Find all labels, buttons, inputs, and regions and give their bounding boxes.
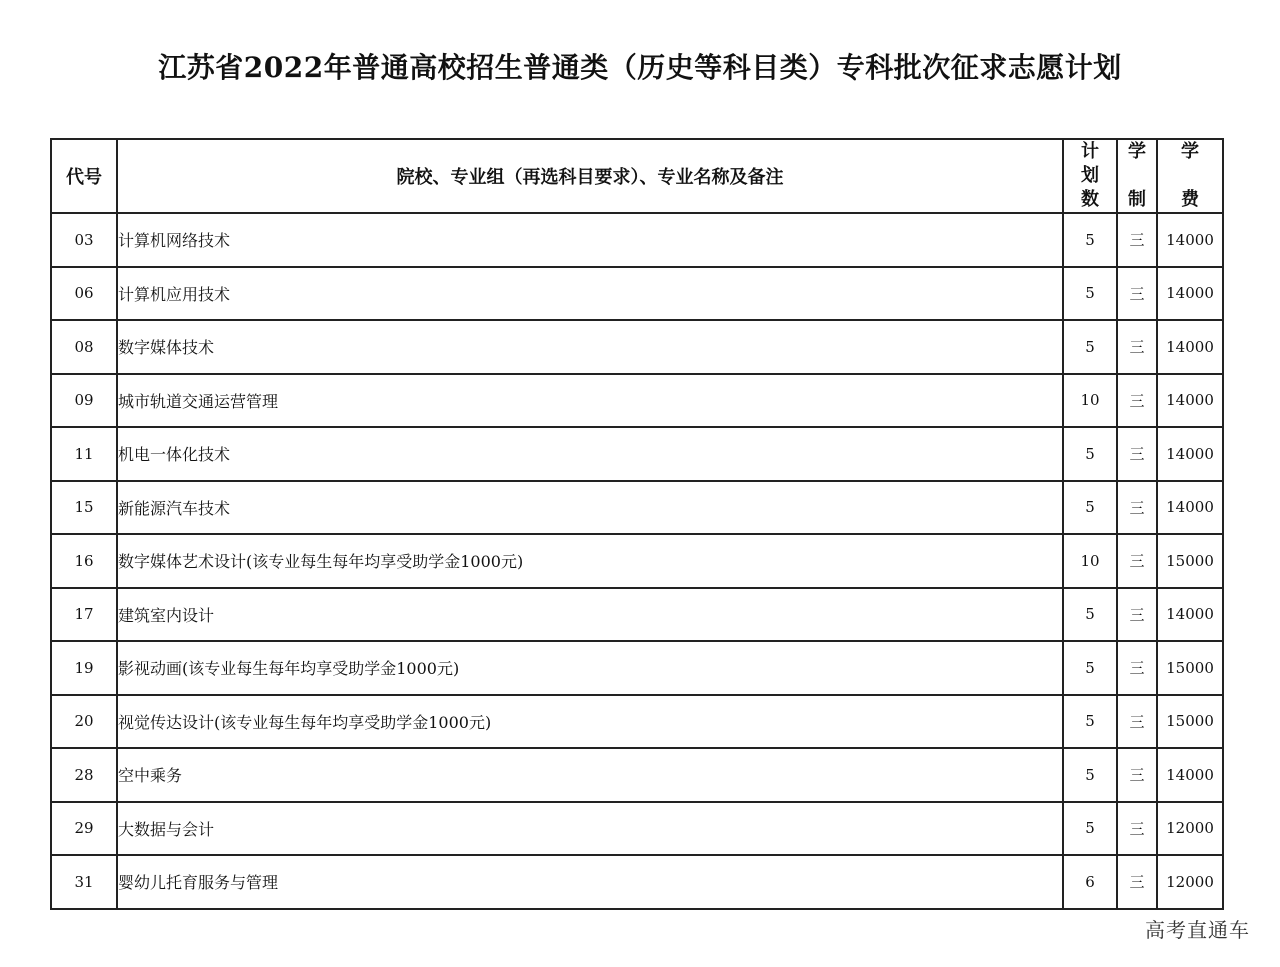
row-fee: 14000 xyxy=(1157,427,1223,481)
row-fee: 14000 xyxy=(1157,267,1223,321)
row-code: 31 xyxy=(51,855,117,909)
row-name: 新能源汽车技术 xyxy=(117,481,1063,535)
row-name: 计算机应用技术 xyxy=(117,267,1063,321)
row-code: 28 xyxy=(51,748,117,802)
row-code: 06 xyxy=(51,267,117,321)
row-years: 三 xyxy=(1117,855,1157,909)
header-years-char-1: 学 xyxy=(1128,141,1146,162)
table-row xyxy=(51,588,1223,642)
row-plan: 6 xyxy=(1063,855,1117,909)
header-fee-char-1: 学 xyxy=(1181,141,1199,162)
row-code: 09 xyxy=(51,374,117,428)
row-code: 11 xyxy=(51,427,117,481)
row-fee: 15000 xyxy=(1157,695,1223,749)
row-name: 数字媒体艺术设计(该专业每生每年均享受助学金1000元) xyxy=(117,534,1063,588)
row-plan: 5 xyxy=(1063,802,1117,856)
table-row xyxy=(51,267,1223,321)
row-code: 08 xyxy=(51,320,117,374)
row-name: 影视动画(该专业每生每年均享受助学金1000元) xyxy=(117,641,1063,695)
row-name: 计算机网络技术 xyxy=(117,213,1063,267)
row-years: 三 xyxy=(1117,213,1157,267)
row-years: 三 xyxy=(1117,374,1157,428)
row-fee: 14000 xyxy=(1157,374,1223,428)
row-code: 17 xyxy=(51,588,117,642)
row-plan: 5 xyxy=(1063,320,1117,374)
row-code: 29 xyxy=(51,802,117,856)
row-fee: 12000 xyxy=(1157,802,1223,856)
header-plan-char-1: 计 xyxy=(1081,141,1099,162)
row-fee: 14000 xyxy=(1157,748,1223,802)
row-name: 数字媒体技术 xyxy=(117,320,1063,374)
row-plan: 5 xyxy=(1063,588,1117,642)
table-row xyxy=(51,320,1223,374)
row-plan: 5 xyxy=(1063,695,1117,749)
table-row xyxy=(51,695,1223,749)
header-plan xyxy=(1063,139,1117,213)
row-fee: 14000 xyxy=(1157,213,1223,267)
header-name: 院校、专业组（再选科目要求）、专业名称及备注 xyxy=(117,139,1063,213)
row-plan: 5 xyxy=(1063,748,1117,802)
row-years: 三 xyxy=(1117,534,1157,588)
row-code: 19 xyxy=(51,641,117,695)
row-years: 三 xyxy=(1117,641,1157,695)
header-fee-char-2: 费 xyxy=(1181,189,1199,210)
table-row xyxy=(51,427,1223,481)
row-name: 婴幼儿托育服务与管理 xyxy=(117,855,1063,909)
row-years: 三 xyxy=(1117,695,1157,749)
table-row xyxy=(51,802,1223,856)
row-plan: 10 xyxy=(1063,374,1117,428)
row-plan: 5 xyxy=(1063,213,1117,267)
row-fee: 15000 xyxy=(1157,641,1223,695)
row-name: 机电一体化技术 xyxy=(117,427,1063,481)
row-code: 15 xyxy=(51,481,117,535)
row-years: 三 xyxy=(1117,588,1157,642)
row-code: 03 xyxy=(51,213,117,267)
row-fee: 14000 xyxy=(1157,320,1223,374)
row-fee: 15000 xyxy=(1157,534,1223,588)
row-plan: 5 xyxy=(1063,427,1117,481)
table-header-row xyxy=(51,139,1223,213)
row-fee: 14000 xyxy=(1157,588,1223,642)
header-years-char-2: 制 xyxy=(1128,189,1146,210)
row-fee: 14000 xyxy=(1157,481,1223,535)
row-fee: 12000 xyxy=(1157,855,1223,909)
table-row xyxy=(51,641,1223,695)
header-code: 代号 xyxy=(51,139,117,213)
table-row xyxy=(51,855,1223,909)
table-row xyxy=(51,748,1223,802)
header-years xyxy=(1117,139,1157,213)
row-code: 16 xyxy=(51,534,117,588)
row-years: 三 xyxy=(1117,481,1157,535)
row-years: 三 xyxy=(1117,748,1157,802)
row-years: 三 xyxy=(1117,267,1157,321)
page-title: 江苏省2022年普通高校招生普通类（历史等科目类）专科批次征求志愿计划 xyxy=(158,51,1122,84)
row-name: 城市轨道交通运营管理 xyxy=(117,374,1063,428)
row-name: 大数据与会计 xyxy=(117,802,1063,856)
watermark: 高考直通车 xyxy=(1143,914,1252,943)
header-plan-char-3: 数 xyxy=(1081,189,1099,210)
table-row xyxy=(51,374,1223,428)
row-plan: 5 xyxy=(1063,641,1117,695)
row-plan: 5 xyxy=(1063,267,1117,321)
table-row xyxy=(51,213,1223,267)
table-row xyxy=(51,534,1223,588)
plan-table xyxy=(50,138,1224,910)
row-plan: 10 xyxy=(1063,534,1117,588)
row-years: 三 xyxy=(1117,427,1157,481)
row-name: 空中乘务 xyxy=(117,748,1063,802)
row-plan: 5 xyxy=(1063,481,1117,535)
row-years: 三 xyxy=(1117,320,1157,374)
row-code: 20 xyxy=(51,695,117,749)
header-fee xyxy=(1157,139,1223,213)
row-name: 视觉传达设计(该专业每生每年均享受助学金1000元) xyxy=(117,695,1063,749)
row-name: 建筑室内设计 xyxy=(117,588,1063,642)
row-years: 三 xyxy=(1117,802,1157,856)
header-plan-char-2: 划 xyxy=(1081,165,1099,186)
table-row xyxy=(51,481,1223,535)
